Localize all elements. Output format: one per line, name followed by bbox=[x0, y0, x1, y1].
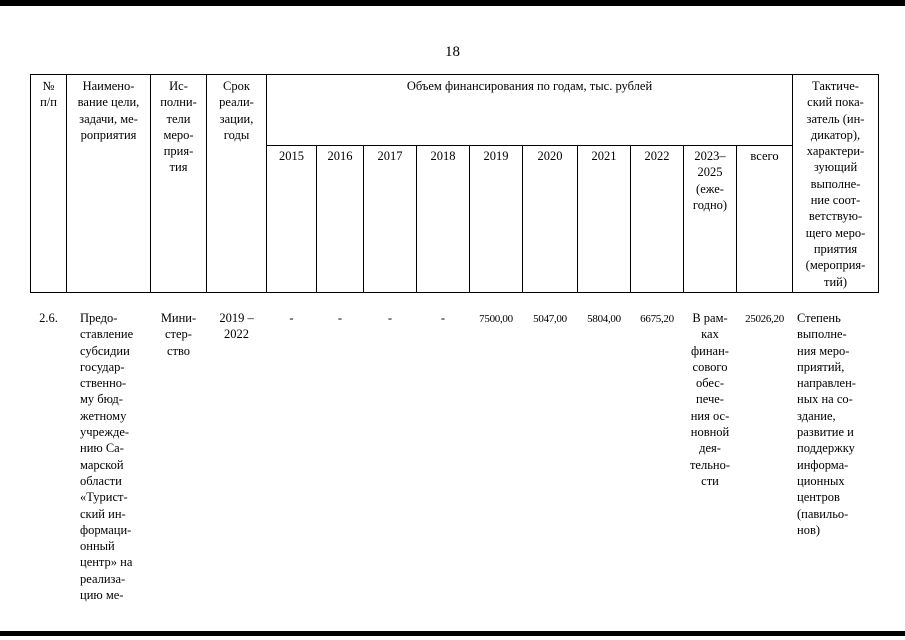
row-num: 2.6. bbox=[39, 311, 58, 325]
page-number: 18 bbox=[445, 44, 460, 60]
header-year-2023-2025: 2023– 2025 (еже- годно) bbox=[692, 149, 728, 212]
row-value-2016: - bbox=[337, 311, 343, 325]
top-border bbox=[0, 0, 905, 6]
year-row-rule bbox=[266, 145, 792, 146]
col-rule bbox=[363, 145, 364, 293]
col-rule bbox=[577, 145, 578, 293]
header-funding: Объем финансирования по годам, тыс. рублей bbox=[406, 79, 653, 93]
header-total: всего bbox=[750, 149, 779, 163]
header-num: № п/п bbox=[40, 79, 57, 110]
bottom-border bbox=[0, 631, 905, 636]
header-year-2021: 2021 bbox=[591, 149, 617, 163]
row-value-2021: 5804,00 bbox=[587, 313, 621, 325]
row-value-2023-2025: В рам- ках финан- сового обес- пече- ния ос- новной дея- тельно- сти bbox=[689, 311, 731, 488]
col-rule bbox=[522, 145, 523, 293]
row-value-total: 25026,20 bbox=[745, 313, 784, 325]
row-value-2022: 6675,20 bbox=[640, 313, 674, 325]
header-name: Наимено- вание цели, задачи, ме- роприятия bbox=[77, 79, 140, 142]
header-indicator: Тактиче- ский пока- затель (ин- дикатор), характери- зующий выполне- ние соот- ветствую- щего меро- приятия (мероприя- тий) bbox=[805, 79, 866, 289]
header-year-2017: 2017 bbox=[377, 149, 403, 163]
table-top-rule bbox=[30, 74, 879, 75]
header-term: Срок реали- зации, годы bbox=[219, 79, 254, 142]
col-rule bbox=[630, 145, 631, 293]
header-year-2018: 2018 bbox=[430, 149, 456, 163]
header-year-2016: 2016 bbox=[327, 149, 353, 163]
row-value-2019: 7500,00 bbox=[479, 313, 513, 325]
row-value-2017: - bbox=[387, 311, 393, 325]
header-year-2015: 2015 bbox=[279, 149, 304, 163]
header-year-2022: 2022 bbox=[644, 149, 670, 163]
row-executor: Мини- стер- ство bbox=[160, 311, 197, 358]
col-rule bbox=[416, 145, 417, 293]
col-rule bbox=[469, 145, 470, 293]
header-executor: Ис- полни- тели меро- прия- тия bbox=[160, 79, 197, 175]
row-value-2015: - bbox=[289, 311, 294, 325]
header-year-2020: 2020 bbox=[537, 149, 563, 163]
row-value-2018: - bbox=[440, 311, 446, 325]
row-indicator: Степень выполне- ния меро- приятий, направлен- ных на со- здание, развитие и поддержку информа- ционных центров (павильо- нов) bbox=[797, 311, 856, 537]
row-name: Предо- ставление субсидии государ- ственно- му бюд- жетному учрежде- нию Са- марской области «Турист- ский ин- формаци- онный центр» на реализа- цию ме- bbox=[80, 311, 134, 603]
col-rule bbox=[316, 145, 317, 293]
header-year-2019: 2019 bbox=[483, 149, 509, 163]
header-bottom-rule bbox=[30, 292, 879, 293]
row-value-2020: 5047,00 bbox=[533, 313, 567, 325]
row-term: 2019 – 2022 bbox=[219, 311, 254, 342]
